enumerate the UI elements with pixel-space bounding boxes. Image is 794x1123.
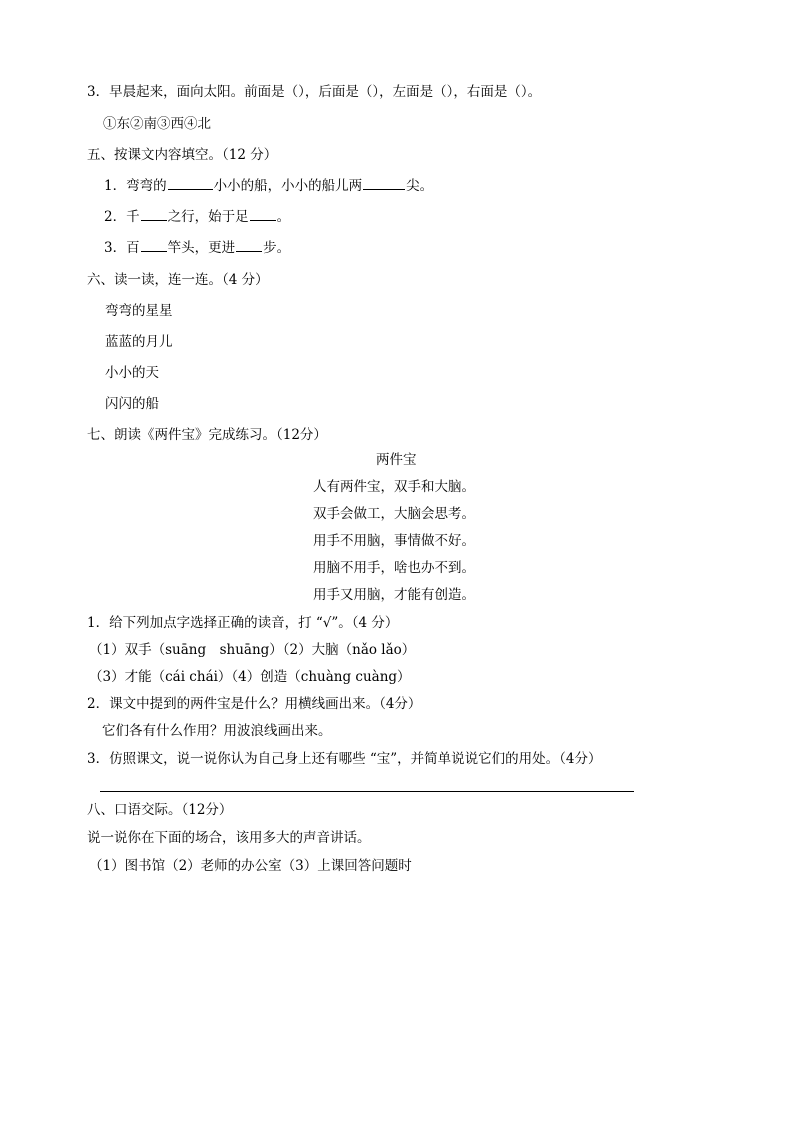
fill-blank[interactable] <box>363 177 405 190</box>
poem-title: 两件宝 <box>376 452 417 468</box>
pinyin-choice-row-1[interactable]: （1）双手（suāng shuāng）（2）大脑（nǎo lǎo） <box>89 642 416 658</box>
fill-item-2 <box>104 208 290 226</box>
poem-line: 用脑不用手，啥也办不到。 <box>313 560 475 576</box>
fill-item-1 <box>104 177 433 195</box>
answer-line[interactable] <box>100 791 634 792</box>
question-3-direction: 3．早晨起来，面向太阳。前面是（），后面是（），左面是（），右面是（）。 <box>87 84 542 100</box>
question-3-options: ①东②南③西④北 <box>103 116 211 132</box>
fill-blank[interactable] <box>236 239 262 252</box>
section-8-options: （1）图书馆（2）老师的办公室（3）上课回答问题时 <box>89 858 412 874</box>
match-item[interactable]: 弯弯的星星 <box>105 303 173 319</box>
poem-line: 双手会做工，大脑会思考。 <box>313 506 475 522</box>
poem-line: 人有两件宝，双手和大脑。 <box>313 479 475 495</box>
section-5-heading: 五、按课文内容填空。（12 分） <box>87 147 278 163</box>
poem-question-2: 2．课文中提到的两件宝是什么？用横线画出来。（4分） <box>87 696 422 712</box>
section-7-heading: 七、朗读《两件宝》完成练习。（12分） <box>87 427 327 443</box>
fill-blank[interactable] <box>168 177 213 190</box>
fill-item-3-mid: 竿头，更进 <box>167 240 236 256</box>
fill-item-2-after: 。 <box>276 209 291 225</box>
pinyin-choice-row-2[interactable]: （3）才能（cái chái）（4）创造（chuàng cuàng） <box>89 669 411 685</box>
match-item[interactable]: 闪闪的船 <box>105 396 159 412</box>
poem-question-2-followup: 它们各有什么作用？用波浪线画出来。 <box>102 723 332 739</box>
fill-item-3-after: 步。 <box>263 240 291 256</box>
section-8-heading: 八、口语交际。（12分） <box>87 802 233 818</box>
poem-question-1: 1．给下列加点字选择正确的读音，打 “√”。（4 分） <box>87 615 399 631</box>
match-item[interactable]: 小小的天 <box>105 365 159 381</box>
fill-blank[interactable] <box>141 208 167 221</box>
fill-item-2-before: 2．千 <box>104 209 140 225</box>
section-8-prompt: 说一说你在下面的场合，该用多大的声音讲话。 <box>87 830 371 846</box>
fill-item-3 <box>104 239 290 257</box>
poem-line: 用手不用脑，事情做不好。 <box>313 533 475 549</box>
fill-item-1-after: 尖。 <box>406 178 434 194</box>
fill-item-2-mid: 之行，始于足 <box>167 209 249 225</box>
fill-blank[interactable] <box>250 208 276 221</box>
fill-item-1-before: 1．弯弯的 <box>104 178 167 194</box>
section-6-heading: 六、读一读，连一连。（4 分） <box>87 272 269 288</box>
poem-question-3: 3．仿照课文，说一说你认为自己身上还有哪些 “宝”，并简单说说它们的用处。（4分） <box>87 751 602 767</box>
match-item[interactable]: 蓝蓝的月儿 <box>105 334 173 350</box>
fill-blank[interactable] <box>141 239 167 252</box>
fill-item-3-before: 3．百 <box>104 240 140 256</box>
fill-item-1-mid: 小小的船，小小的船儿两 <box>213 178 363 194</box>
poem-line: 用手又用脑，才能有创造。 <box>313 587 475 603</box>
